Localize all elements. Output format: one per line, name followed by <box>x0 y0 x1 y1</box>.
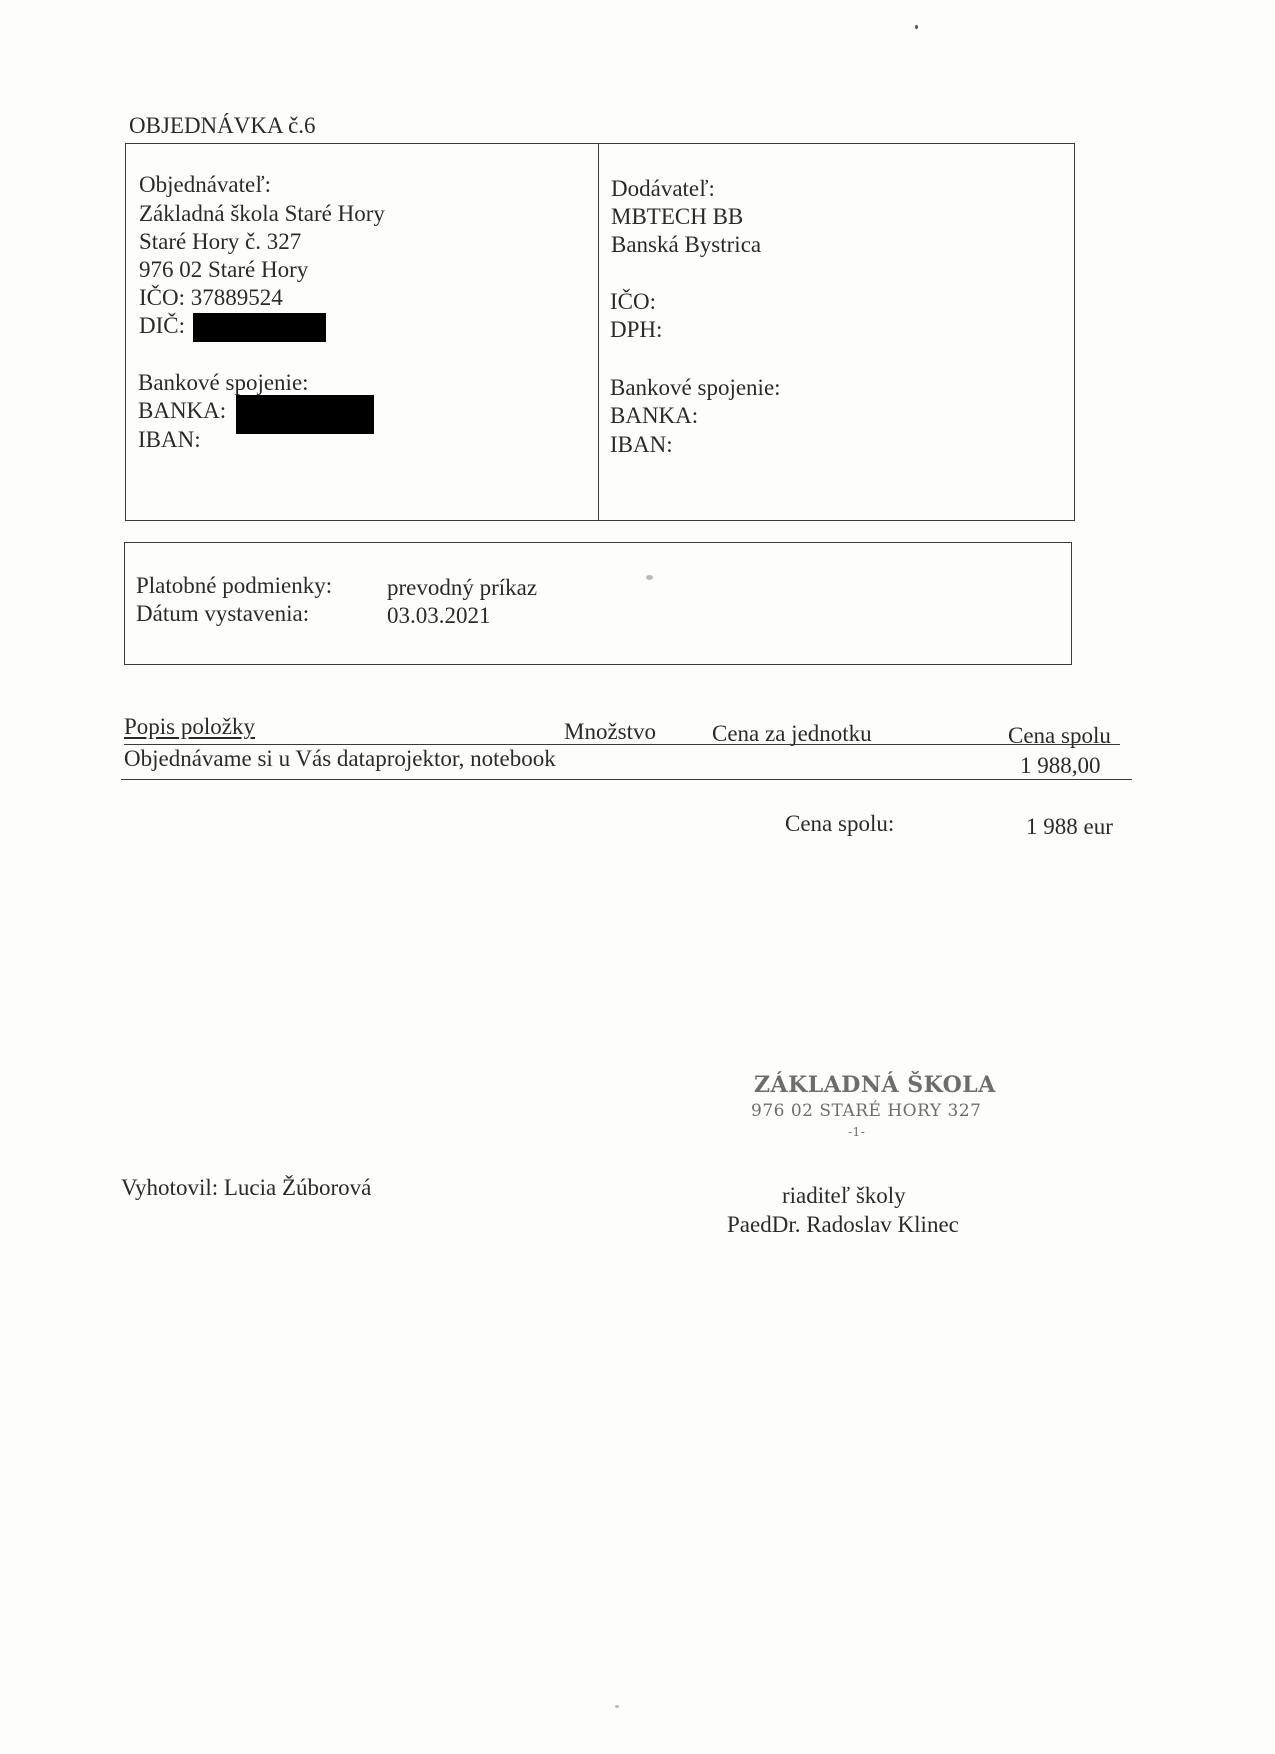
supplier-name: MBTECH BB <box>611 204 744 229</box>
supplier-bank-label: Bankové spojenie: <box>610 375 781 400</box>
buyer-street: Staré Hory č. 327 <box>139 229 302 254</box>
stamp-line-1: ZÁKLADNÁ ŠKOLA <box>754 1072 996 1098</box>
buyer-iban-label: IBAN: <box>138 427 201 452</box>
buyer-label: Objednávateľ: <box>139 172 271 197</box>
header-quantity: Množstvo <box>564 719 656 744</box>
supplier-dph-label: DPH: <box>610 317 663 342</box>
scan-speck <box>615 1705 619 1708</box>
parties-divider <box>598 143 599 521</box>
redaction-dic <box>193 313 326 342</box>
issue-date-value: 03.03.2021 <box>387 603 491 628</box>
supplier-iban-label: IBAN: <box>610 432 673 457</box>
stamp-line-2: 976 02 STARÉ HORY 327 <box>751 1101 982 1121</box>
buyer-banka-label: BANKA: <box>138 398 227 423</box>
row-total: 1 988,00 <box>1020 753 1101 778</box>
payment-terms-label: Platobné podmienky: <box>136 573 333 598</box>
buyer-ico: IČO: 37889524 <box>139 285 283 310</box>
header-unit-price: Cena za jednotku <box>712 721 872 746</box>
buyer-name: Základná škola Staré Hory <box>139 201 385 226</box>
scan-speck <box>915 25 918 29</box>
signatory-role: riaditeľ školy <box>782 1183 906 1208</box>
redaction-banka <box>236 395 374 434</box>
prepared-by: Vyhotovil: Lucia Žúborová <box>121 1175 372 1200</box>
supplier-city: Banská Bystrica <box>611 232 762 257</box>
supplier-label: Dodávateľ: <box>611 176 715 201</box>
stamp-line-3: -1- <box>848 1125 866 1139</box>
supplier-banka-label: BANKA: <box>610 403 699 428</box>
summary-value: 1 988 eur <box>1026 814 1113 839</box>
scan-speck <box>646 575 653 580</box>
buyer-dic-label: DIČ: <box>139 313 185 338</box>
payment-terms-value: prevodný príkaz <box>387 575 538 600</box>
signatory-name: PaedDr. Radoslav Klinec <box>727 1212 959 1237</box>
row-underline <box>121 779 1132 780</box>
summary-label: Cena spolu: <box>785 811 895 836</box>
row-description: Objednávame si u Vás dataprojektor, notebook <box>124 746 556 771</box>
buyer-city: 976 02 Staré Hory <box>139 257 309 282</box>
issue-date-label: Dátum vystavenia: <box>136 601 310 626</box>
buyer-bank-label: Bankové spojenie: <box>138 370 309 395</box>
supplier-ico-label: IČO: <box>610 289 656 314</box>
header-total: Cena spolu <box>1008 723 1111 748</box>
header-description: Popis položky <box>124 714 255 739</box>
order-title: OBJEDNÁVKA č.6 <box>129 113 316 138</box>
